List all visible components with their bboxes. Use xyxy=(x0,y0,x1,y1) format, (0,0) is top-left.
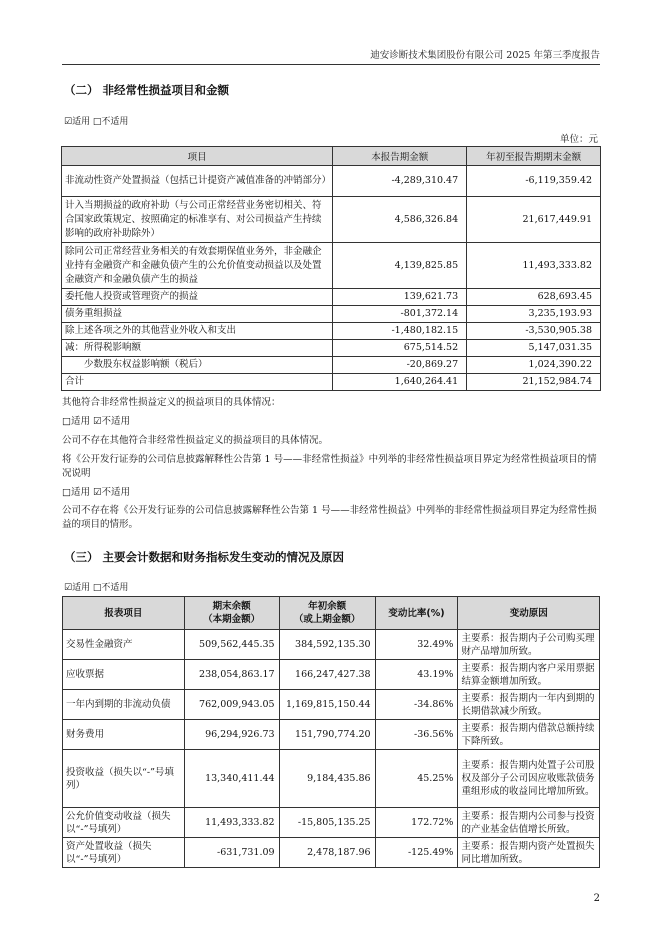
start-balance-cell: 9,184,435.86 xyxy=(279,750,375,808)
end-balance-cell: 762,009,943.05 xyxy=(184,690,279,720)
current-amount-cell: -801,372.14 xyxy=(333,306,467,323)
column-header: 变动比率(%) xyxy=(375,597,458,630)
change-reason-cell: 主要系：报告期内客户采用票据结算金额增加所致。 xyxy=(458,660,600,690)
table-row xyxy=(63,808,600,838)
section-2-title: （二） 非经常性损益项目和金额 xyxy=(64,83,230,97)
table-row xyxy=(63,690,600,720)
end-balance-cell: 13,340,411.44 xyxy=(184,750,279,808)
column-header xyxy=(184,597,279,630)
column-header-line: 年初余额 （或上期金额） xyxy=(293,601,361,625)
item-cell: 公允价值变动收益（损失以“-”号填列） xyxy=(63,808,185,838)
item-cell: 减：所得税影响额 xyxy=(62,340,333,357)
item-cell: 应收票据 xyxy=(63,660,185,690)
ytd-amount-cell: -6,119,359.42 xyxy=(467,166,601,197)
item-cell: 除同公司正常经营业务相关的有效套期保值业务外，非金融企业持有金融资产和金融负债产生的公允价值变动损益以及处置金融资产和金融负债产生的损益 xyxy=(62,243,333,289)
item-cell: 合计 xyxy=(62,374,333,391)
item-cell: 资产处置收益（损失以“-”号填列） xyxy=(63,838,185,868)
ytd-amount-cell: 3,235,193.93 xyxy=(467,306,601,323)
current-amount-cell: 4,139,825.85 xyxy=(333,243,467,289)
current-amount-cell: 4,586,326.84 xyxy=(333,197,467,243)
page-number: 2 xyxy=(593,893,600,904)
current-amount-cell: -20,869.27 xyxy=(333,357,467,374)
item-cell: 少数股东权益影响额（税后） xyxy=(62,357,333,374)
column-header: 报表项目 xyxy=(63,597,185,630)
start-balance-cell: 2,478,187.96 xyxy=(279,838,375,868)
change-ratio-cell: -34.86% xyxy=(375,690,458,720)
start-balance-cell: -15,805,135.25 xyxy=(279,808,375,838)
ytd-amount-cell: 11,493,333.82 xyxy=(467,243,601,289)
current-amount-cell: 675,514.52 xyxy=(333,340,467,357)
column-header xyxy=(279,597,375,630)
table-row xyxy=(63,838,600,868)
start-balance-cell: 151,790,774.20 xyxy=(279,720,375,750)
table-row xyxy=(62,357,601,374)
header-divider xyxy=(62,64,600,65)
current-amount-cell: 1,640,264.41 xyxy=(333,374,467,391)
table-row xyxy=(62,289,601,306)
table-row xyxy=(63,630,600,660)
item-cell: 财务费用 xyxy=(63,720,185,750)
current-amount-cell: -1,480,182.15 xyxy=(333,323,467,340)
column-header: 本报告期金额 xyxy=(333,147,467,166)
ytd-amount-cell: 628,693.45 xyxy=(467,289,601,306)
section-3-title: （三） 主要会计数据和财务指标发生变动的情况及原因 xyxy=(64,550,345,564)
start-balance-cell: 1,169,815,150.44 xyxy=(279,690,375,720)
current-amount-cell: 139,621.73 xyxy=(333,289,467,306)
table-row xyxy=(62,166,601,197)
note-no-other-items: 公司不存在其他符合非经常性损益定义的损益项目的具体情况。 xyxy=(62,435,329,446)
end-balance-cell: -631,731.09 xyxy=(184,838,279,868)
column-header: 变动原因 xyxy=(458,597,600,630)
change-reason-cell: 主要系：报告期内一年内到期的长期借款减少所致。 xyxy=(458,690,600,720)
item-cell: 债务重组损益 xyxy=(62,306,333,323)
ytd-amount-cell: -3,530,905.38 xyxy=(467,323,601,340)
change-reason-cell: 主要系：报告期内资产处置损失同比增加所致。 xyxy=(458,838,600,868)
change-ratio-cell: -125.49% xyxy=(375,838,458,868)
section-2-applicable: ☑适用 □不适用 xyxy=(64,117,129,127)
end-balance-cell: 11,493,333.82 xyxy=(184,808,279,838)
table-row-total xyxy=(62,374,601,391)
table-row xyxy=(62,243,601,289)
item-cell: 投资收益（损失以“-”号填列） xyxy=(63,750,185,808)
column-header: 项目 xyxy=(62,147,333,166)
ytd-amount-cell: 21,152,984.74 xyxy=(467,374,601,391)
column-header-line: 期末余额 （本期金额） xyxy=(203,601,261,625)
report-header: 迪安诊断技术集团股份有限公司 2025 年第三季度报告 xyxy=(370,50,600,61)
table-header-row xyxy=(63,597,600,630)
table-row xyxy=(62,197,601,243)
current-amount-cell: -4,289,310.47 xyxy=(333,166,467,197)
change-reason-cell: 主要系：报告期内公司参与投资的产业基金估值增长所致。 xyxy=(458,808,600,838)
change-reason-cell: 主要系：报告期内借款总额持续下降所致。 xyxy=(458,720,600,750)
column-header: 年初至报告期期末金额 xyxy=(467,147,601,166)
ytd-amount-cell: 1,024,390.22 xyxy=(467,357,601,374)
change-reason-cell: 主要系：报告期内处置子公司股权及部分子公司因应收账款债务重组形成的收益同比增加所致。 xyxy=(458,750,600,808)
section-3-applicable: ☑适用 □不适用 xyxy=(64,583,129,593)
financial-changes-table xyxy=(62,596,600,868)
item-cell: 委托他人投资或管理资产的损益 xyxy=(62,289,333,306)
change-ratio-cell: 32.49% xyxy=(375,630,458,660)
ytd-amount-cell: 5,147,031.35 xyxy=(467,340,601,357)
table-header-row xyxy=(62,147,601,166)
item-cell: 交易性金融资产 xyxy=(63,630,185,660)
unit-label: 单位：元 xyxy=(559,134,598,145)
note-other-items: 其他符合非经常性损益定义的损益项目的具体情况： xyxy=(62,397,281,408)
item-cell: 除上述各项之外的其他营业外收入和支出 xyxy=(62,323,333,340)
start-balance-cell: 166,247,427.38 xyxy=(279,660,375,690)
note-reclassification: 将《公开发行证券的公司信息披露解释性公告第 1 号——非经常性损益》中列举的非经常性损益项目界定为经常性损益项目的情况说明 xyxy=(62,454,597,479)
start-balance-cell: 384,592,135.30 xyxy=(279,630,375,660)
note-applicable-2: □适用 ☑不适用 xyxy=(62,416,131,427)
end-balance-cell: 509,562,445.35 xyxy=(184,630,279,660)
item-cell: 一年内到期的非流动负债 xyxy=(63,690,185,720)
table-row xyxy=(62,306,601,323)
item-cell: 非流动性资产处置损益（包括已计提资产减值准备的冲销部分） xyxy=(62,166,333,197)
non-recurring-gains-table xyxy=(61,146,601,391)
change-ratio-cell: 172.72% xyxy=(375,808,458,838)
change-ratio-cell: 43.19% xyxy=(375,660,458,690)
change-ratio-cell: 45.25% xyxy=(375,750,458,808)
item-cell: 计入当期损益的政府补助（与公司正常经营业务密切相关、符合国家政策规定、按照确定的标准享有、对公司损益产生持续影响的政府补助除外） xyxy=(62,197,333,243)
table-row xyxy=(62,323,601,340)
note-no-reclassification: 公司不存在将《公开发行证券的公司信息披露解释性公告第 1 号——非经常性损益》中列举的非经常性损益项目界定为经常性损益的项目的情形。 xyxy=(62,505,597,530)
note-applicable-3: □适用 ☑不适用 xyxy=(62,487,131,498)
end-balance-cell: 238,054,863.17 xyxy=(184,660,279,690)
ytd-amount-cell: 21,617,449.91 xyxy=(467,197,601,243)
change-reason-cell: 主要系：报告期内子公司购买理财产品增加所致。 xyxy=(458,630,600,660)
table-row xyxy=(63,660,600,690)
table-row xyxy=(63,720,600,750)
table-row xyxy=(63,750,600,808)
table-row xyxy=(62,340,601,357)
end-balance-cell: 96,294,926.73 xyxy=(184,720,279,750)
change-ratio-cell: -36.56% xyxy=(375,720,458,750)
